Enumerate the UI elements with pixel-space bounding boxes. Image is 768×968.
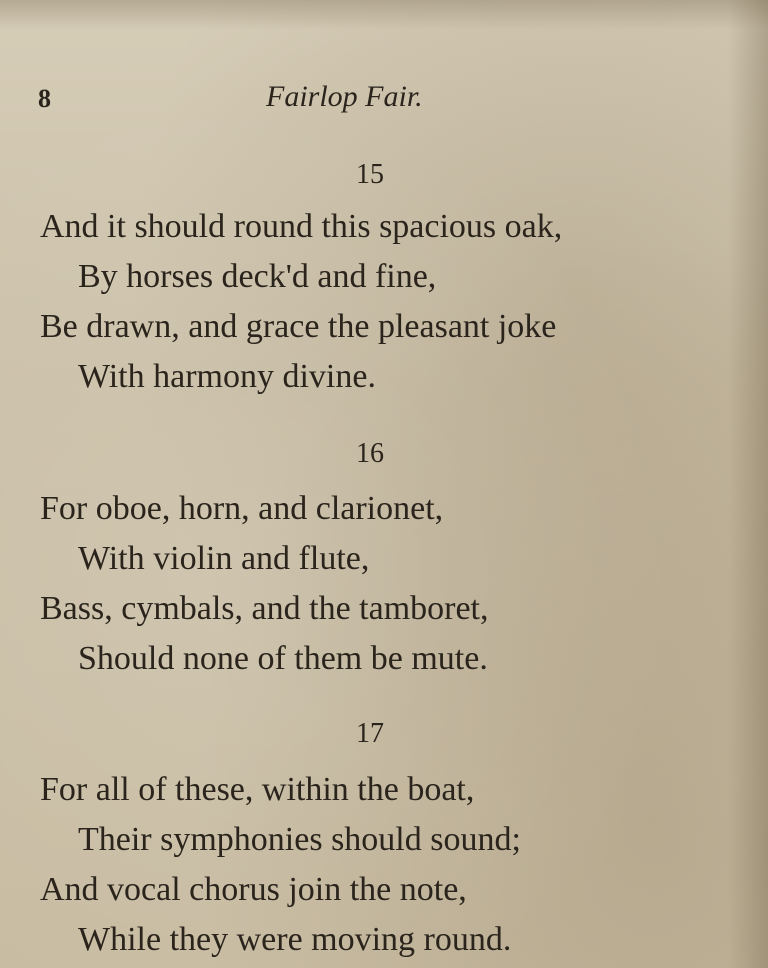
verse-line: With violin and flute, [78,540,370,577]
stanza-number: 16 [356,438,384,469]
verse-line: For all of these, within the boat, [40,771,475,808]
verse-line: By horses deck'd and fine, [78,258,437,295]
verse-line: Bass, cymbals, and the tamboret, [40,590,489,627]
page-number: 8 [38,84,51,113]
page-edge-shadow [728,0,768,968]
verse-line: With harmony divine. [78,358,376,395]
stanza-number: 17 [356,718,384,749]
verse-line: And it should round this spacious oak, [40,208,563,245]
stanza-number: 15 [356,159,384,190]
verse-line: Be drawn, and grace the pleasant joke [40,308,557,345]
verse-line: For oboe, horn, and clarionet, [40,490,444,527]
running-head: Fairlop Fair. [266,80,423,113]
verse-line: And vocal chorus join the note, [40,871,467,908]
verse-line: While they were moving round. [78,921,512,958]
verse-line: Should none of them be mute. [78,640,488,677]
page-top-shadow [0,0,768,30]
verse-line: Their symphonies should sound; [78,821,521,858]
